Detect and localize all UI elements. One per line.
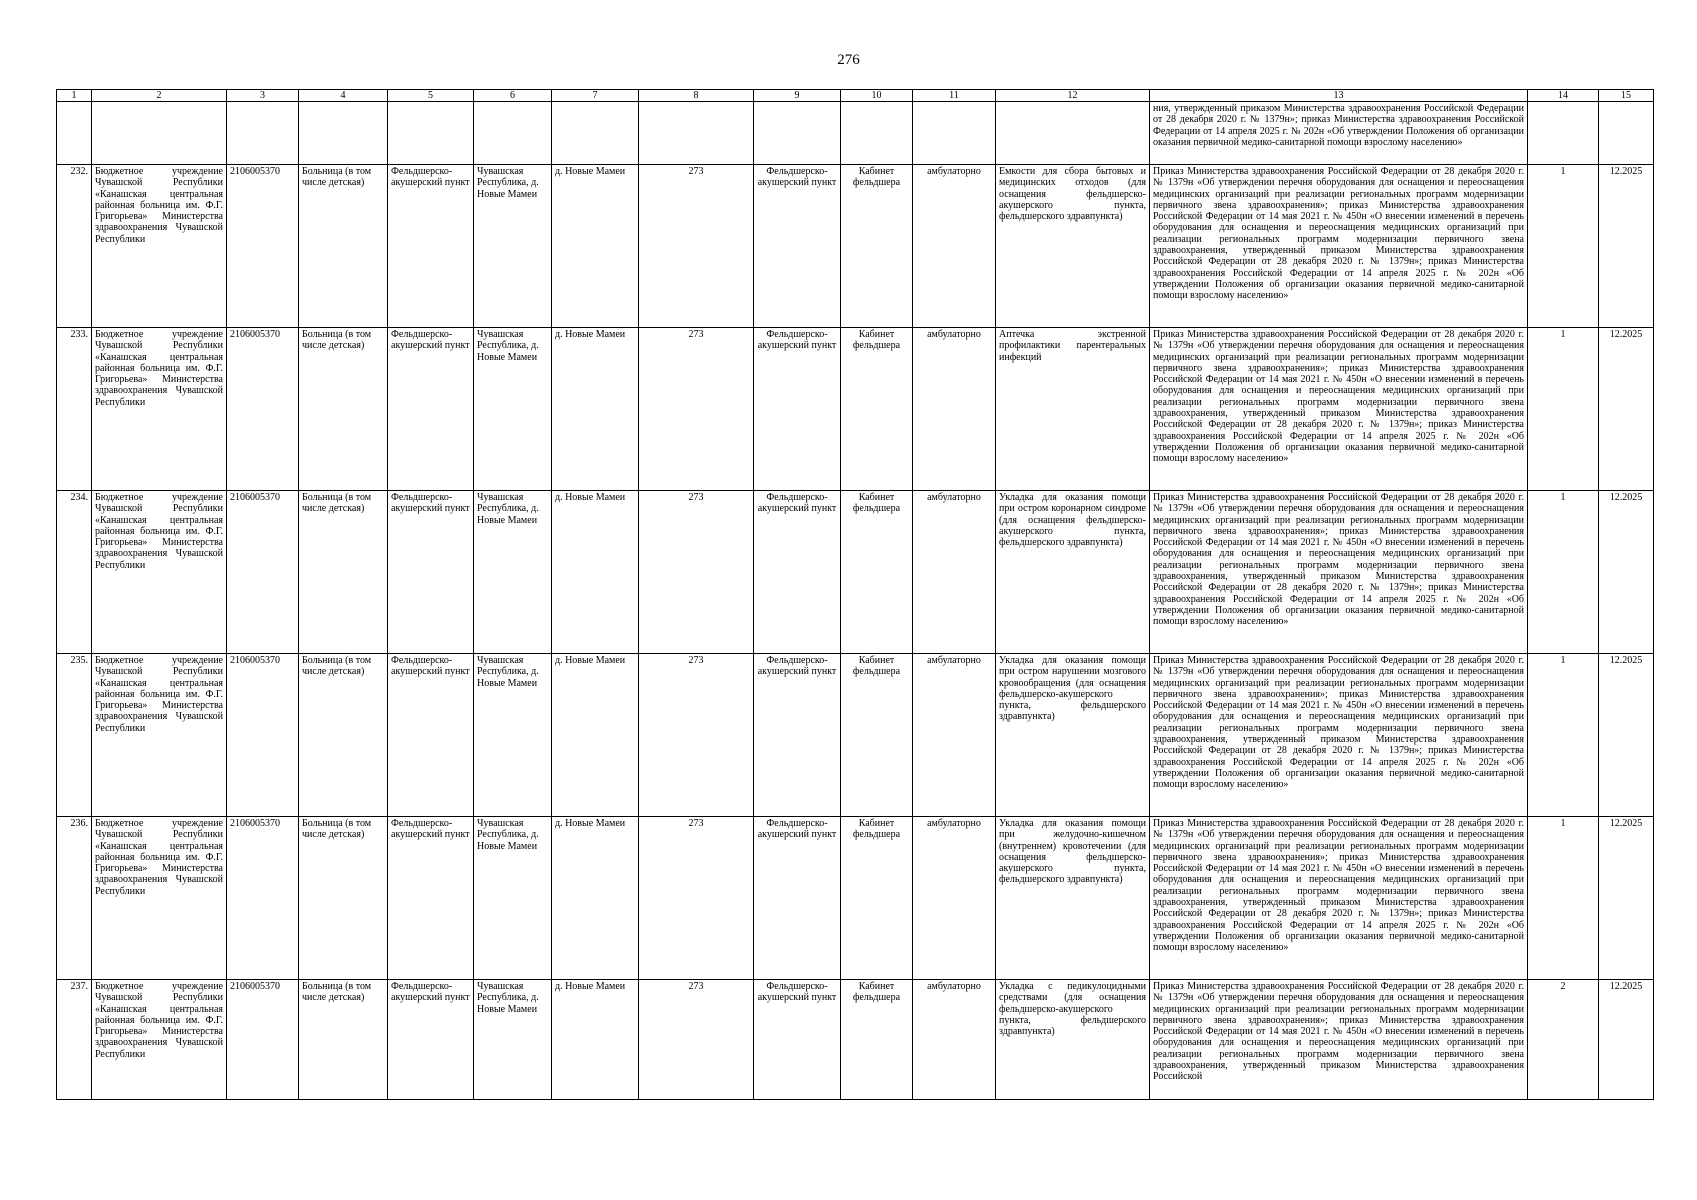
organization-cell: Бюджетное учреждение Чувашской Республики «Канашская центральная районная больница им. Ф.Г. Григорьева» Министерства здравоохранения Чувашской Республики	[92, 491, 227, 654]
date-cell: 12.2025	[1599, 980, 1654, 1100]
locality-cell: д. Новые Мамеи	[552, 165, 639, 328]
subunit-cell: Фельдшерско-акушерский пункт	[754, 980, 841, 1100]
organization-cell: Бюджетное учреждение Чувашской Республики «Канашская центральная районная больница им. Ф.Г. Григорьева» Министерства здравоохранения Чувашской Республики	[92, 817, 227, 980]
room-cell: Кабинет фельдшера	[841, 491, 913, 654]
col-number: 9	[754, 90, 841, 102]
col-number: 6	[474, 90, 552, 102]
col-number: 1	[57, 90, 92, 102]
care-mode-cell: амбулаторно	[913, 165, 996, 328]
locality-cell: д. Новые Мамеи	[552, 491, 639, 654]
col-number: 10	[841, 90, 913, 102]
row-number: 236.	[57, 817, 92, 980]
col-number: 7	[552, 90, 639, 102]
page-number: 276	[837, 52, 860, 68]
subunit-cell: Фельдшерско-акушерский пункт	[754, 654, 841, 817]
legal-basis-cell: Приказ Министерства здравоохранения Российской Федерации от 28 декабря 2020 г. № 1379н «Об утверждении перечня оборудования для оснащения и переоснащения медицинских организаций при реализации региональных программ модернизации первичного звена здравоохранения»; приказ Министерства здравоохранения Российской Федерации от 14 мая 2021 г. № 450н «О внесении изменений в перечень оборудования для оснащения и переоснащения медицинских организаций при реализации региональных программ модернизации первичного звена здравоохранения, утвержденный приказом Министерства здравоохранения Российской Федерации от 28 декабря 2020 г. № 1379н»; приказ Министерства здравоохранения Российской Федерации от 14 апреля 2025 г. № 202н «Об утверждении Положения об организации оказания первичной медико-санитарной помощи взрослому населению»	[1150, 491, 1528, 654]
equipment-cell: Емкости для сбора бытовых и медицинских отходов (для оснащения фельдшерско-акушерского пункта, фельдшерского здравпункта)	[996, 165, 1150, 328]
care-mode-cell: амбулаторно	[913, 980, 996, 1100]
unit-cell: Фельдшерско-акушерский пункт	[388, 491, 474, 654]
organization-cell: Бюджетное учреждение Чувашской Республики «Канашская центральная районная больница им. Ф.Г. Григорьева» Министерства здравоохранения Чувашской Республики	[92, 980, 227, 1100]
code-cell: 273	[639, 980, 754, 1100]
organization-cell: Бюджетное учреждение Чувашской Республики «Канашская центральная районная больница им. Ф.Г. Григорьева» Министерства здравоохранения Чувашской Республики	[92, 165, 227, 328]
legal-basis-cell: Приказ Министерства здравоохранения Российской Федерации от 28 декабря 2020 г. № 1379н «Об утверждении перечня оборудования для оснащения и переоснащения медицинских организаций при реализации региональных программ модернизации первичного звена здравоохранения»; приказ Министерства здравоохранения Российской Федерации от 14 мая 2021 г. № 450н «О внесении изменений в перечень оборудования для оснащения и переоснащения медицинских организаций при реализации региональных программ модернизации первичного звена здравоохранения, утвержденный приказом Министерства здравоохранения Российской Федерации от 28 декабря 2020 г. № 1379н»; приказ Министерства здравоохранения Российской Федерации от 14 апреля 2025 г. № 202н «Об утверждении Положения об организации оказания первичной медико-санитарной помощи взрослому населению»	[1150, 817, 1528, 980]
continuation-row	[57, 102, 1654, 165]
facility-type-cell: Больница (в том числе детская)	[299, 817, 388, 980]
legal-basis-cell: Приказ Министерства здравоохранения Российской Федерации от 28 декабря 2020 г. № 1379н «Об утверждении перечня оборудования для оснащения и переоснащения медицинских организаций при реализации региональных программ модернизации первичного звена здравоохранения»; приказ Министерства здравоохранения Российской Федерации от 14 мая 2021 г. № 450н «О внесении изменений в перечень оборудования для оснащения и переоснащения медицинских организаций при реализации региональных программ модернизации первичного звена здравоохранения, утвержденный приказом Министерства здравоохранения Российской	[1150, 980, 1528, 1100]
table-row	[57, 980, 1654, 1100]
quantity-cell: 1	[1528, 654, 1599, 817]
row-number: 235.	[57, 654, 92, 817]
date-cell: 12.2025	[1599, 328, 1654, 491]
unit-cell: Фельдшерско-акушерский пункт	[388, 328, 474, 491]
locality-cell: д. Новые Мамеи	[552, 328, 639, 491]
date-cell: 12.2025	[1599, 654, 1654, 817]
subunit-cell: Фельдшерско-акушерский пункт	[754, 817, 841, 980]
region-cell: Чувашская Республика, д. Новые Мамеи	[474, 165, 552, 328]
quantity-cell: 1	[1528, 165, 1599, 328]
inn-cell: 2106005370	[227, 817, 299, 980]
unit-cell: Фельдшерско-акушерский пункт	[388, 654, 474, 817]
inn-cell: 2106005370	[227, 980, 299, 1100]
col-number: 5	[388, 90, 474, 102]
col-number: 14	[1528, 90, 1599, 102]
column-number-row	[57, 90, 1654, 102]
facility-type-cell: Больница (в том числе детская)	[299, 165, 388, 328]
unit-cell: Фельдшерско-акушерский пункт	[388, 817, 474, 980]
table-row	[57, 328, 1654, 491]
quantity-cell: 2	[1528, 980, 1599, 1100]
code-cell: 273	[639, 654, 754, 817]
care-mode-cell: амбулаторно	[913, 328, 996, 491]
facility-type-cell: Больница (в том числе детская)	[299, 328, 388, 491]
table-row	[57, 654, 1654, 817]
locality-cell: д. Новые Мамеи	[552, 817, 639, 980]
inn-cell: 2106005370	[227, 654, 299, 817]
care-mode-cell: амбулаторно	[913, 491, 996, 654]
equipment-cell: Укладка для оказания помощи при остром коронарном синдроме (для оснащения фельдшерско-акушерского пункта, фельдшерского здравпункта)	[996, 491, 1150, 654]
col-number: 8	[639, 90, 754, 102]
date-cell: 12.2025	[1599, 491, 1654, 654]
row-number: 237.	[57, 980, 92, 1100]
room-cell: Кабинет фельдшера	[841, 328, 913, 491]
row-number: 233.	[57, 328, 92, 491]
quantity-cell: 1	[1528, 491, 1599, 654]
code-cell: 273	[639, 165, 754, 328]
equipment-cell: Аптечка экстренной профилактики парентеральных инфекций	[996, 328, 1150, 491]
col-number: 2	[92, 90, 227, 102]
code-cell: 273	[639, 491, 754, 654]
col-number: 11	[913, 90, 996, 102]
equipment-cell: Укладка для оказания помощи при желудочно-кишечном (внутреннем) кровотечении (для оснащения фельдшерско-акушерского пункта, фельдшерского здравпункта)	[996, 817, 1150, 980]
room-cell: Кабинет фельдшера	[841, 654, 913, 817]
region-cell: Чувашская Республика, д. Новые Мамеи	[474, 654, 552, 817]
row-number: 232.	[57, 165, 92, 328]
inn-cell: 2106005370	[227, 328, 299, 491]
row-number: 234.	[57, 491, 92, 654]
facility-type-cell: Больница (в том числе детская)	[299, 654, 388, 817]
care-mode-cell: амбулаторно	[913, 817, 996, 980]
code-cell: 273	[639, 328, 754, 491]
table-row	[57, 817, 1654, 980]
quantity-cell: 1	[1528, 328, 1599, 491]
table-row	[57, 165, 1654, 328]
col-number: 12	[996, 90, 1150, 102]
unit-cell: Фельдшерско-акушерский пункт	[388, 165, 474, 328]
legal-basis-cell: Приказ Министерства здравоохранения Российской Федерации от 28 декабря 2020 г. № 1379н «Об утверждении перечня оборудования для оснащения и переоснащения медицинских организаций при реализации региональных программ модернизации первичного звена здравоохранения»; приказ Министерства здравоохранения Российской Федерации от 14 мая 2021 г. № 450н «О внесении изменений в перечень оборудования для оснащения и переоснащения медицинских организаций при реализации региональных программ модернизации первичного звена здравоохранения, утвержденный приказом Министерства здравоохранения Российской Федерации от 28 декабря 2020 г. № 1379н»; приказ Министерства здравоохранения Российской Федерации от 14 апреля 2025 г. № 202н «Об утверждении Положения об организации оказания первичной медико-санитарной помощи взрослому населению»	[1150, 328, 1528, 491]
col-number: 4	[299, 90, 388, 102]
locality-cell: д. Новые Мамеи	[552, 980, 639, 1100]
col-number: 15	[1599, 90, 1654, 102]
table-row	[57, 491, 1654, 654]
organization-cell: Бюджетное учреждение Чувашской Республики «Канашская центральная районная больница им. Ф.Г. Григорьева» Министерства здравоохранения Чувашской Республики	[92, 328, 227, 491]
region-cell: Чувашская Республика, д. Новые Мамеи	[474, 328, 552, 491]
region-cell: Чувашская Республика, д. Новые Мамеи	[474, 980, 552, 1100]
region-cell: Чувашская Республика, д. Новые Мамеи	[474, 817, 552, 980]
equipment-cell: Укладка с педикулоцидными средствами (для оснащения фельдшерско-акушерского пункта, фельдшерского здравпункта)	[996, 980, 1150, 1100]
quantity-cell: 1	[1528, 817, 1599, 980]
legal-basis-cell: ния, утвержденный приказом Министерства здравоохранения Российской Федерации от 28 декабря 2020 г. № 1379н»; приказ Министерства здравоохранения Российской Федерации от 14 апреля 2025 г. № 202н «Об утверждении Положения об организации оказания первичной медико-санитарной помощи взрослому населению»	[1150, 102, 1528, 165]
inn-cell: 2106005370	[227, 165, 299, 328]
region-cell: Чувашская Республика, д. Новые Мамеи	[474, 491, 552, 654]
date-cell: 12.2025	[1599, 817, 1654, 980]
subunit-cell: Фельдшерско-акушерский пункт	[754, 491, 841, 654]
room-cell: Кабинет фельдшера	[841, 817, 913, 980]
facility-type-cell: Больница (в том числе детская)	[299, 980, 388, 1100]
facility-type-cell: Больница (в том числе детская)	[299, 491, 388, 654]
legal-basis-cell: Приказ Министерства здравоохранения Российской Федерации от 28 декабря 2020 г. № 1379н «Об утверждении перечня оборудования для оснащения и переоснащения медицинских организаций при реализации региональных программ модернизации первичного звена здравоохранения»; приказ Министерства здравоохранения Российской Федерации от 14 мая 2021 г. № 450н «О внесении изменений в перечень оборудования для оснащения и переоснащения медицинских организаций при реализации региональных программ модернизации первичного звена здравоохранения, утвержденный приказом Министерства здравоохранения Российской Федерации от 28 декабря 2020 г. № 1379н»; приказ Министерства здравоохранения Российской Федерации от 14 апреля 2025 г. № 202н «Об утверждении Положения об организации оказания первичной медико-санитарной помощи взрослому населению»	[1150, 165, 1528, 328]
date-cell: 12.2025	[1599, 165, 1654, 328]
room-cell: Кабинет фельдшера	[841, 165, 913, 328]
locality-cell: д. Новые Мамеи	[552, 654, 639, 817]
col-number: 13	[1150, 90, 1528, 102]
care-mode-cell: амбулаторно	[913, 654, 996, 817]
subunit-cell: Фельдшерско-акушерский пункт	[754, 165, 841, 328]
col-number: 3	[227, 90, 299, 102]
room-cell: Кабинет фельдшера	[841, 980, 913, 1100]
inn-cell: 2106005370	[227, 491, 299, 654]
organization-cell: Бюджетное учреждение Чувашской Республики «Канашская центральная районная больница им. Ф.Г. Григорьева» Министерства здравоохранения Чувашской Республики	[92, 654, 227, 817]
code-cell: 273	[639, 817, 754, 980]
legal-basis-cell: Приказ Министерства здравоохранения Российской Федерации от 28 декабря 2020 г. № 1379н «Об утверждении перечня оборудования для оснащения и переоснащения медицинских организаций при реализации региональных программ модернизации первичного звена здравоохранения»; приказ Министерства здравоохранения Российской Федерации от 14 мая 2021 г. № 450н «О внесении изменений в перечень оборудования для оснащения и переоснащения медицинских организаций при реализации региональных программ модернизации первичного звена здравоохранения, утвержденный приказом Министерства здравоохранения Российской Федерации от 28 декабря 2020 г. № 1379н»; приказ Министерства здравоохранения Российской Федерации от 14 апреля 2025 г. № 202н «Об утверждении Положения об организации оказания первичной медико-санитарной помощи взрослому населению»	[1150, 654, 1528, 817]
unit-cell: Фельдшерско-акушерский пункт	[388, 980, 474, 1100]
equipment-register-table	[56, 89, 1654, 1100]
subunit-cell: Фельдшерско-акушерский пункт	[754, 328, 841, 491]
equipment-cell: Укладка для оказания помощи при остром нарушении мозгового кровообращения (для оснащения фельдшерско-акушерского пункта, фельдшерского здравпункта)	[996, 654, 1150, 817]
